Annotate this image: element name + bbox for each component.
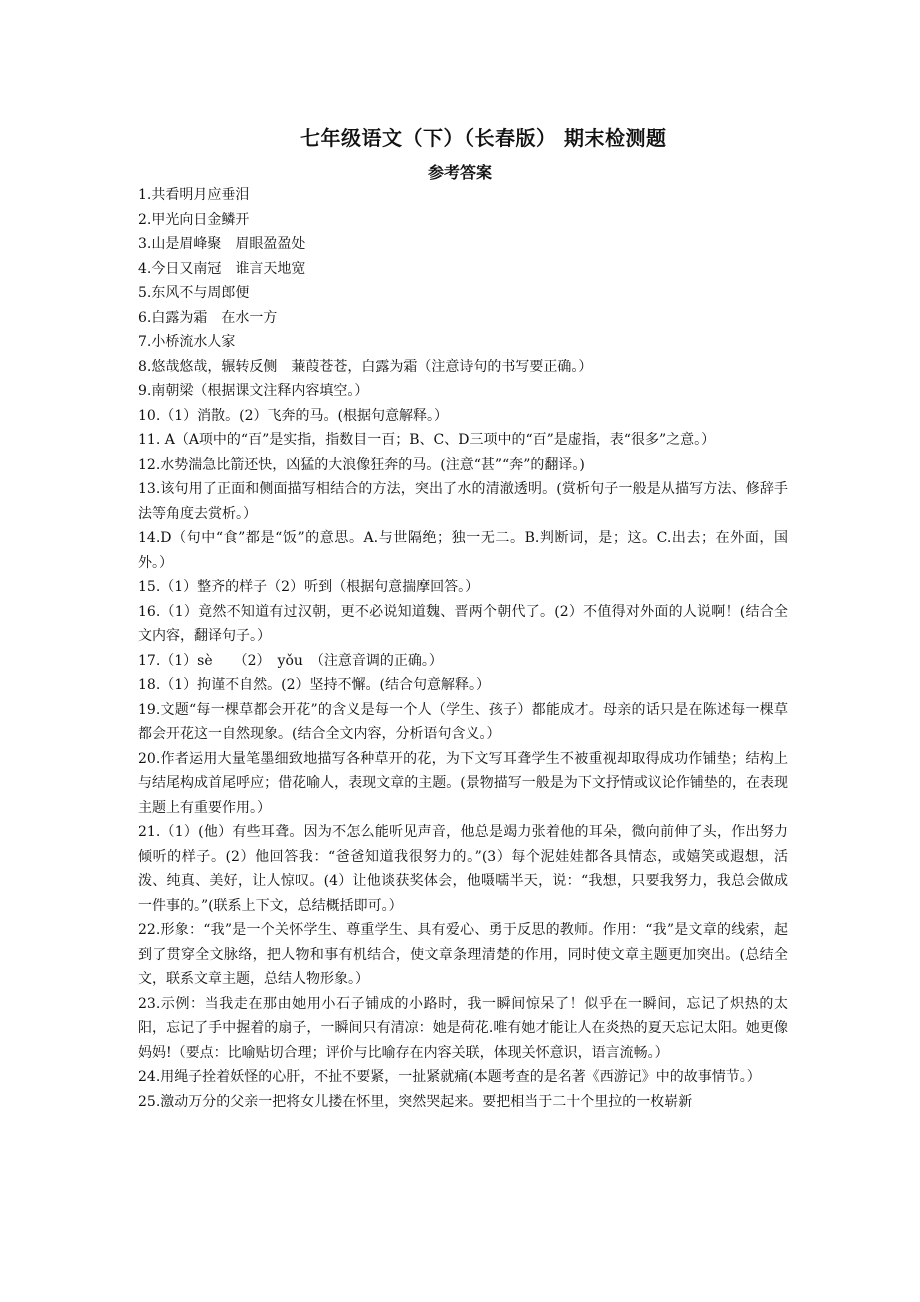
answer-item: 5.东风不与周郎便	[138, 285, 250, 301]
answer-item: 10.（1）消散。(2）飞奔的马。(根据句意解释。）	[138, 407, 449, 424]
page-title: 七年级语文（下）（长春版） 期末检测题	[300, 126, 667, 150]
answer-item: 13.该句用了正面和侧面描写相结合的方法，突出了水的清澈透明。(赏析句子一般是从描写方法、修辞手法等角度去赏析。）	[138, 481, 788, 522]
answer-item: 8.悠哉悠哉，辗转反侧 蒹葭苍苍，白露为霜（注意诗句的书写要正确。）	[138, 358, 593, 375]
answer-item: 22.形象：“我”是一个关怀学生、尊重学生、具有爱心、勇于反思的教师。作用：“我”是文章的线索，起到了贯穿全文脉络，把人物和事有机结合，使文章条理清楚的作用，同时使文章主题更加突出。(总结全文，联系文章主题，总结人物形象。）	[138, 922, 788, 987]
answer-item: 15.（1）整齐的样子（2）听到（根据句意揣摩回答。）	[138, 579, 480, 595]
answer-item: 7.小桥流水人家	[138, 334, 236, 350]
page-subtitle: 参考答案	[427, 163, 492, 182]
answer-list	[138, 183, 788, 1114]
answer-item: 23.示例：当我走在那由她用小石子铺成的小路时，我一瞬间惊呆了！似乎在一瞬间，忘记了炽热的太阳，忘记了手中握着的扇子，一瞬间只有清凉：她是荷花.唯有她才能让人在炎热的夏天忘记太阳。她更像妈妈!（要点：比喻贴切合理；评价与比喻存在内容关联，体现关怀意识，语言流畅。）	[138, 995, 788, 1061]
answer-item: 1.共看明月应垂泪	[138, 187, 250, 203]
answer-item: 24.用绳子拴着妖怪的心肝，不扯不要紧，一扯紧就痛(本题考查的是名著《西游记》中的故事情节。）	[138, 1069, 761, 1085]
answer-item: 17.（1）sè （2） yǒu （注意音调的正确。）	[138, 652, 443, 669]
answer-item: 11. A（A项中的“百”是实指，指数目一百；B、C、D三项中的“百”是虚指，表“很多”之意。）	[138, 432, 716, 448]
answer-item: 25.激动万分的父亲一把将女儿搂在怀里，突然哭起来。要把相当于二十个里拉的一枚崭新	[138, 1093, 693, 1110]
answer-item: 14.D（句中“食”都是“饭”的意思。A.与世隔绝；独一无二。B.判断词，是；这。C.出去；在外面，国外。）	[138, 530, 788, 571]
answer-item: 9.南朝梁（根据课文注释内容填空。）	[138, 383, 369, 399]
answer-item: 3.山是眉峰聚 眉眼盈盈处	[138, 236, 306, 252]
answer-item: 6.白露为霜 在水一方	[138, 309, 278, 326]
answer-item: 18.（1）拘谨不自然。(2）坚持不懈。(结合句意解释。）	[138, 677, 491, 693]
answer-item: 19.文题“每一棵草都会开花”的含义是每一个人（学生、孩子）都能成才。母亲的话只是在陈述每一棵草都会开花这一自然现象。(结合全文内容，分析语句含义。）	[138, 701, 788, 742]
answer-item: 2.甲光向日金鳞开	[138, 211, 250, 228]
answer-item: 20.作者运用大量笔墨细致地描写各种草开的花，为下文写耳聋学生不被重视却取得成功作铺垫；结构上与结尾构成首尾呼应；借花喻人，表现文章的主题。(景物描写一般是为下文抒情或议论作铺垫的，在表现主题上有重要作用。）	[138, 750, 788, 816]
answer-item: 21.（1）(他）有些耳聋。因为不怎么能听见声音，他总是竭力张着他的耳朵，微向前伸了头，作出努力倾听的样子。(2）他回答我：“爸爸知道我很努力的。”(3）每个泥娃娃都各具情态，或嬉笑或遐想，活泼、纯真、美好，让人惊叹。(4）让他谈获奖体会，他嗫嚅半天，说：“我想，只要我努力，我总会做成一件事的。”(联系上下文，总结概括即可。）	[138, 824, 788, 914]
answer-item: 4.今日又南冠 谁言天地宽	[138, 260, 306, 277]
answer-item: 16.（1）竟然不知道有过汉朝，更不必说知道魏、晋两个朝代了。(2）不值得对外面的人说啊！(结合全文内容，翻译句子。）	[138, 603, 788, 644]
answer-item: 12.水势湍急比箭还快，凶猛的大浪像狂奔的马。(注意“甚”“奔”的翻译。)	[138, 456, 585, 473]
